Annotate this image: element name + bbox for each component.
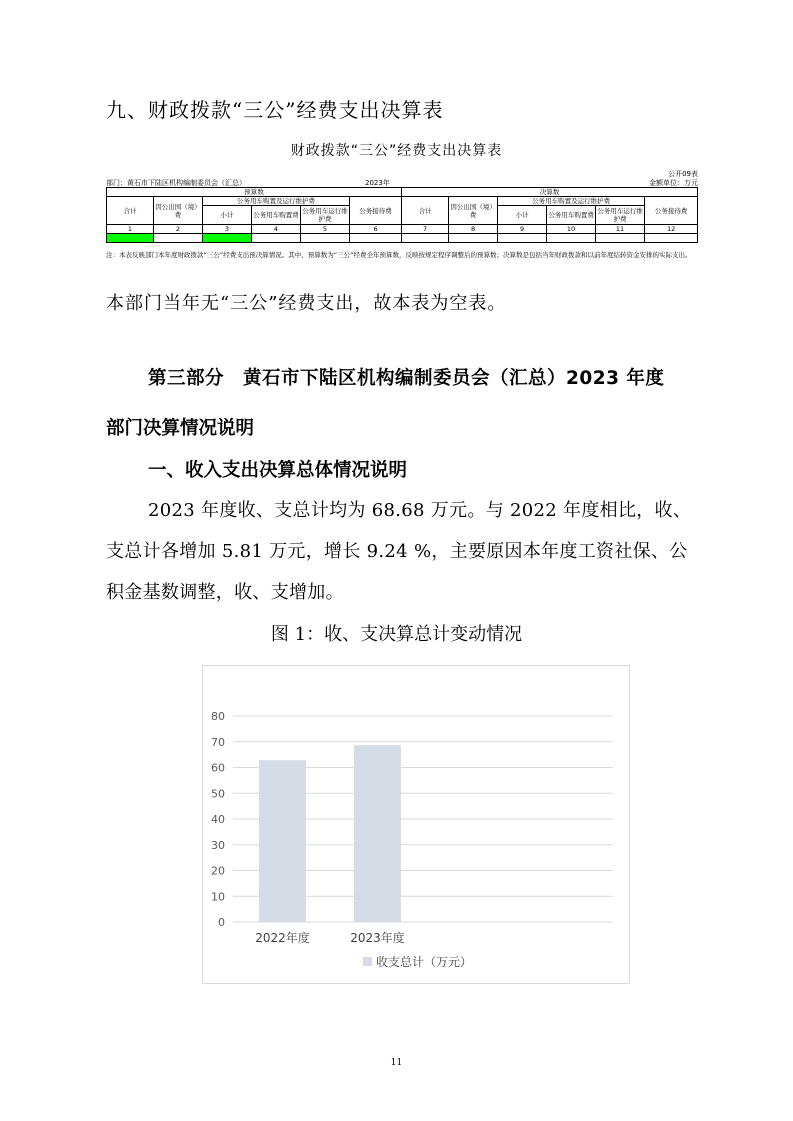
col-subtotal: 小计 xyxy=(203,206,252,225)
col-number: 11 xyxy=(596,225,645,234)
bar-chart xyxy=(202,665,630,984)
bar xyxy=(354,745,401,922)
col-number: 4 xyxy=(252,225,301,234)
vehicle-header: 公务用车购置及运行维护费 xyxy=(203,197,350,206)
bar xyxy=(259,760,306,922)
data-cell xyxy=(252,234,301,243)
col-number: 1 xyxy=(107,225,154,234)
data-cell xyxy=(350,234,402,243)
col-abroad: 因公出国（境）费 xyxy=(154,197,203,225)
col-operation: 公务用车运行维护费 xyxy=(597,207,643,223)
amount-unit: 金额单位：万元 xyxy=(649,179,698,187)
data-cell xyxy=(645,234,698,243)
y-tick-label: 0 xyxy=(218,916,225,929)
col-operation: 公务用车运行维护费 xyxy=(302,207,348,223)
col-subtotal: 小计 xyxy=(498,206,547,225)
part-three-title-cont: 部门决算情况说明 xyxy=(106,418,255,439)
col-reception: 公务接待费 xyxy=(645,197,698,225)
data-cell xyxy=(107,234,154,243)
budget-header: 预算数 xyxy=(107,188,402,197)
legend-swatch xyxy=(363,957,372,966)
col-number: 2 xyxy=(154,225,203,234)
page-number: 11 xyxy=(390,1058,403,1068)
col-number: 9 xyxy=(498,225,547,234)
final-header: 决算数 xyxy=(402,188,698,197)
empty-table-note: 本部门当年无“三公”经费支出，故本表为空表。 xyxy=(106,293,507,314)
table-title: 财政拨款“三公”经费支出决算表 xyxy=(290,143,503,159)
dept-label: 部门：黄石市下陆区机构编制委员会（汇总） xyxy=(106,179,246,187)
data-cell xyxy=(596,234,645,243)
col-number: 10 xyxy=(547,225,596,234)
legend-label: 收支总计（万元） xyxy=(376,955,473,969)
figure-caption: 图 1：收、支决算总计变动情况 xyxy=(270,624,523,645)
col-reception: 公务接待费 xyxy=(350,197,402,225)
x-tick-label: 2023年度 xyxy=(350,931,405,945)
col-purchase: 公务用车购置费 xyxy=(252,206,301,225)
table-year: 2023年 xyxy=(365,179,390,187)
vehicle-header: 公务用车购置及运行维护费 xyxy=(498,197,645,206)
col-number: 6 xyxy=(350,225,402,234)
data-cell xyxy=(301,234,350,243)
data-cell xyxy=(203,234,252,243)
col-total: 合计 xyxy=(107,197,154,225)
col-total: 合计 xyxy=(402,197,449,225)
chart-svg xyxy=(203,666,629,983)
table-code: 公开09表 xyxy=(668,170,698,178)
y-tick-label: 20 xyxy=(211,864,225,878)
subsection-heading: 一、收入支出决算总体情况说明 xyxy=(148,460,408,481)
y-tick-label: 70 xyxy=(211,735,225,749)
data-cell xyxy=(154,234,203,243)
x-tick-label: 2022年度 xyxy=(255,931,310,945)
col-purchase: 公务用车购置费 xyxy=(547,206,596,225)
y-tick-label: 60 xyxy=(211,761,225,775)
part-three-title: 第三部分 黄石市下陆区机构编制委员会（汇总）2023 年度 xyxy=(148,368,665,389)
col-number: 5 xyxy=(301,225,350,234)
col-abroad: 因公出国（境）费 xyxy=(449,197,498,225)
y-tick-label: 30 xyxy=(211,838,225,852)
data-cell xyxy=(449,234,498,243)
col-number: 7 xyxy=(402,225,449,234)
data-cell xyxy=(547,234,596,243)
body-paragraph: 2023 年度收、支总计均为 68.68 万元。与 2022 年度相比，收、支总计各增加 5.81 万元，增长 9.24 %，主要原因本年度工资社保、公积金基数调整，收、支增加。 xyxy=(106,500,692,603)
table-note: 注：本表反映部门本年度财政拨款“三公”经费支出预决算情况。其中，预算数为“三公”经费全年预算数，反映按规定程序调整后的预算数；决算数是包括当年财政拨款和以前年度结转资金安排的实际支出。 xyxy=(106,251,692,259)
col-number: 12 xyxy=(645,225,698,234)
col-number: 3 xyxy=(203,225,252,234)
data-cell xyxy=(402,234,449,243)
y-tick-label: 10 xyxy=(211,890,225,904)
y-tick-label: 40 xyxy=(211,813,225,826)
section-heading: 九、财政拨款“三公”经费支出决算表 xyxy=(106,98,444,122)
col-number: 8 xyxy=(449,225,498,234)
y-tick-label: 50 xyxy=(211,787,225,801)
sangong-table xyxy=(106,187,698,243)
data-cell xyxy=(498,234,547,243)
y-tick-label: 80 xyxy=(211,710,225,723)
